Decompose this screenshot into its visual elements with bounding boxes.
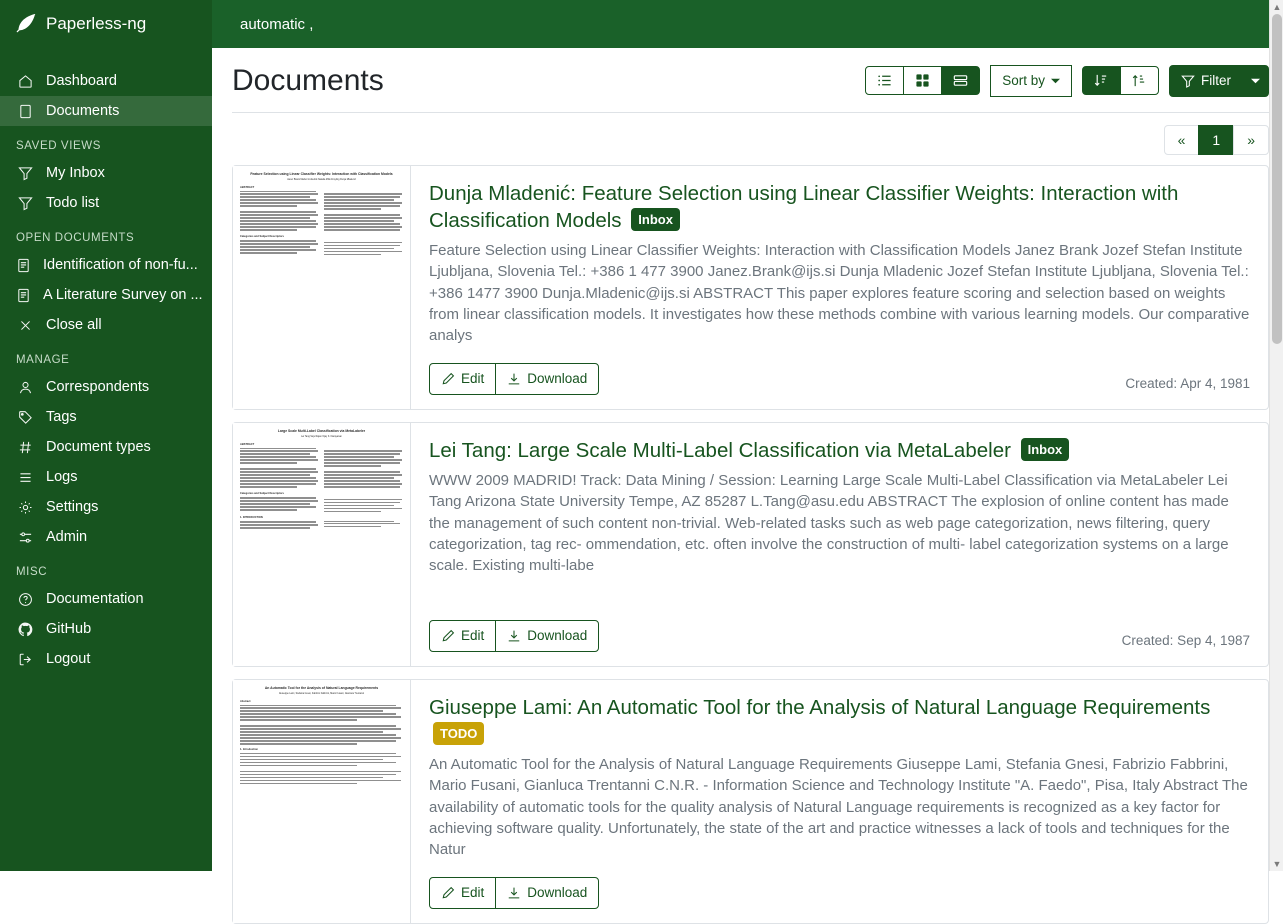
sort-ascending-button[interactable] bbox=[1082, 66, 1121, 95]
thumb-heading: 1. Introduction bbox=[240, 747, 259, 751]
thumb-body-2 bbox=[240, 753, 403, 784]
list-view-button[interactable] bbox=[865, 66, 904, 95]
filter-button[interactable] bbox=[1169, 65, 1243, 97]
github-icon bbox=[16, 622, 34, 637]
sidebar-section-manage: MANAGE bbox=[16, 354, 70, 366]
sort-alpha-up-icon bbox=[1132, 73, 1147, 88]
feather-logo-icon bbox=[16, 14, 36, 34]
pagination-page-1[interactable]: 1 bbox=[1198, 125, 1234, 155]
thumb-title: Large Scale Multi-Label Classification via MetaLabeler bbox=[277, 429, 366, 433]
sidebar-item-admin[interactable] bbox=[0, 522, 212, 552]
grid-icon bbox=[915, 73, 930, 88]
sidebar-item-label: Todo list bbox=[46, 195, 100, 211]
filter-dropdown-toggle[interactable] bbox=[1242, 65, 1269, 97]
sidebar-item-document-types[interactable] bbox=[0, 432, 212, 462]
list-icon bbox=[16, 470, 34, 485]
person-icon bbox=[16, 380, 34, 395]
document-thumbnail[interactable] bbox=[233, 166, 411, 409]
sidebar-item-label: Documents bbox=[46, 103, 120, 119]
document-action-group bbox=[429, 620, 599, 652]
document-excerpt: WWW 2009 MADRID! Track: Data Mining / Session: Learning Large Scale Multi-Label Classification via MetaLabeler Lei Tang Arizona State University Tempe, AZ 85287 L.Tang@asu.edu ABSTRACT The explosion of online content has made the management of such content non-trivial. Web-related tasks such as web page categorization, news filtering, query categorization, tag rec- ommendation, etc. often involve the construction of multi- label categorization systems on a large scale. Existing multi-labe bbox=[429, 472, 1229, 575]
details-icon bbox=[953, 73, 968, 88]
tag-icon bbox=[16, 410, 34, 425]
document-actions bbox=[429, 877, 599, 909]
document-body bbox=[411, 423, 1268, 666]
download-button[interactable] bbox=[495, 363, 599, 395]
download-label: Download bbox=[527, 885, 588, 901]
thumbnail-page bbox=[233, 680, 410, 923]
edit-button[interactable] bbox=[429, 363, 496, 395]
thumb-title: An Automatic Tool for the Analysis of Natural Language Requirements bbox=[264, 686, 379, 690]
sidebar-item-dashboard[interactable] bbox=[0, 66, 212, 96]
edit-label: Edit bbox=[461, 885, 485, 901]
gear-icon bbox=[16, 500, 34, 515]
document-title-row bbox=[429, 180, 1250, 234]
pencil-icon bbox=[441, 886, 455, 900]
document-created: Created: Apr 4, 1981 bbox=[1125, 376, 1250, 391]
thumb-authors: Giuseppe Lami, Stefania Gnesi, Fabrizio Fabbrini, Mario Fusani, Gianluca Trentanni bbox=[278, 693, 365, 696]
details-view-button[interactable] bbox=[941, 66, 980, 95]
sidebar-item-label: A Literature Survey on ... bbox=[43, 287, 203, 303]
sliders-icon bbox=[16, 530, 34, 545]
download-button[interactable] bbox=[495, 620, 599, 652]
list-icon bbox=[877, 73, 892, 88]
sidebar-item-label: Logs bbox=[46, 469, 78, 485]
document-thumbnail[interactable] bbox=[233, 423, 411, 666]
document-card[interactable] bbox=[232, 679, 1269, 924]
close-icon bbox=[16, 319, 34, 332]
sidebar-item-logs[interactable] bbox=[0, 462, 212, 492]
thumb-heading: Abstract bbox=[240, 699, 251, 703]
sidebar-top-group bbox=[0, 48, 212, 126]
thumb-authors: Lei Tang Suju Rajan Vijay K. Narayanan bbox=[301, 436, 342, 439]
thumb-authors: Janez Brank Marko Grobelnik Nataša Milic-Frayling Dunja Mladenić bbox=[287, 179, 356, 182]
sidebar-item-label: Correspondents bbox=[46, 379, 150, 395]
pagination bbox=[1164, 125, 1269, 155]
toolbar bbox=[865, 65, 1269, 97]
document-card[interactable] bbox=[232, 165, 1269, 410]
document-excerpt: Feature Selection using Linear Classifier Weights: Interaction with Classification Models Janez Brank Jozef Stefan Institute Ljubljana, Slovenia Tel.: +386 1 477 3900 Janez.Brank@ijs.si Dunja Mladenic Jozef Stefan Institute Ljubljana, Slovenia Tel.: +386 1477 3900 Dunja.Mladenic@ijs.si ABSTRACT This paper explores feature scoring and selection based on weights from linear classification models. It investigates how these methods combine with various learning models. Our comparative analys bbox=[429, 242, 1250, 345]
sidebar-item-open-doc-2[interactable] bbox=[0, 280, 212, 310]
sidebar-item-label: Dashboard bbox=[46, 73, 117, 89]
sidebar-item-settings[interactable] bbox=[0, 492, 212, 522]
document-action-group bbox=[429, 877, 599, 909]
download-icon bbox=[507, 372, 521, 386]
download-icon bbox=[507, 886, 521, 900]
view-mode-group bbox=[865, 66, 980, 95]
caret-down-icon bbox=[1051, 76, 1060, 85]
sidebar-item-label: Close all bbox=[46, 317, 102, 333]
thumb-heading: ABSTRACT bbox=[240, 442, 255, 446]
scroll-up-arrow-icon[interactable]: ▲ bbox=[1272, 2, 1282, 12]
sidebar-item-label: Documentation bbox=[46, 591, 144, 607]
brand[interactable] bbox=[0, 0, 212, 48]
sidebar-item-documentation[interactable] bbox=[0, 584, 212, 614]
edit-label: Edit bbox=[461, 628, 485, 644]
sort-direction-group bbox=[1082, 66, 1159, 95]
window-scrollbar-thumb[interactable] bbox=[1272, 14, 1282, 344]
pagination-prev[interactable]: « bbox=[1164, 125, 1200, 155]
top-search-bar[interactable] bbox=[212, 0, 1271, 48]
sidebar-item-label: Admin bbox=[46, 529, 88, 545]
sidebar-item-label: Logout bbox=[46, 651, 91, 667]
sidebar-item-open-doc-1[interactable] bbox=[0, 250, 212, 280]
document-tag[interactable]: TODO bbox=[433, 722, 484, 745]
pagination-next[interactable]: » bbox=[1233, 125, 1269, 155]
sidebar-item-label: Settings bbox=[46, 499, 99, 515]
document-created: Created: Sep 4, 1987 bbox=[1121, 633, 1250, 648]
thumb-heading: Categories and Subject Descriptors bbox=[240, 492, 284, 496]
hash-icon bbox=[16, 440, 34, 455]
thumbnail-page bbox=[233, 166, 410, 409]
document-title-link[interactable]: Lei Tang: Large Scale Multi-Label Classification via MetaLabeler bbox=[429, 439, 1011, 462]
caret-down-icon bbox=[1251, 76, 1260, 85]
sidebar-item-github[interactable] bbox=[0, 614, 212, 644]
sidebar-item-todo-list[interactable] bbox=[0, 188, 212, 218]
document-tag[interactable]: Inbox bbox=[1021, 438, 1070, 461]
thumb-heading: ABSTRACT bbox=[240, 185, 255, 189]
document-actions bbox=[429, 620, 599, 652]
documents-content bbox=[212, 48, 1283, 901]
sidebar-item-label: Identification of non-fu... bbox=[43, 257, 198, 273]
document-thumbnail[interactable] bbox=[233, 680, 411, 923]
pagination-top bbox=[232, 113, 1269, 165]
document-title-row bbox=[429, 694, 1250, 748]
sidebar-item-correspondents[interactable] bbox=[0, 372, 212, 402]
sidebar-item-label: Document types bbox=[46, 439, 151, 455]
page-header bbox=[232, 48, 1269, 113]
thumb-heading: 1. INTRODUCTION bbox=[240, 516, 263, 520]
document-icon bbox=[16, 288, 31, 303]
house-icon bbox=[16, 74, 34, 89]
sidebar-section-misc: MISC bbox=[16, 566, 48, 578]
sidebar-item-label: Tags bbox=[46, 409, 77, 425]
thumbnail-page bbox=[233, 423, 410, 666]
pencil-icon bbox=[441, 372, 455, 386]
funnel-icon bbox=[16, 166, 34, 181]
filter-group bbox=[1169, 65, 1269, 97]
sidebar-item-logout[interactable] bbox=[0, 644, 212, 674]
filter-label: Filter bbox=[1201, 73, 1231, 89]
sort-descending-button[interactable] bbox=[1120, 66, 1159, 95]
sidebar-item-label: GitHub bbox=[46, 621, 92, 637]
question-circle-icon bbox=[16, 592, 34, 607]
thumb-body bbox=[240, 705, 403, 745]
grid-view-button[interactable] bbox=[903, 66, 942, 95]
sort-alpha-down-icon bbox=[1094, 73, 1109, 88]
download-icon bbox=[507, 629, 521, 643]
sidebar-section-saved-views: SAVED VIEWS bbox=[16, 140, 101, 152]
funnel-icon bbox=[1181, 74, 1195, 88]
sidebar-item-close-all[interactable] bbox=[0, 310, 212, 340]
page-title: Documents bbox=[232, 64, 384, 97]
thumb-heading: Categories and Subject Descriptors bbox=[240, 235, 284, 239]
pencil-icon bbox=[441, 629, 455, 643]
thumb-body-2 bbox=[240, 497, 403, 513]
thumb-body-2 bbox=[240, 240, 403, 256]
document-body bbox=[411, 166, 1268, 409]
logout-icon bbox=[16, 652, 34, 667]
document-title-link[interactable]: Giuseppe Lami: An Automatic Tool for the Analysis of Natural Language Requirements bbox=[429, 696, 1211, 719]
thumb-body bbox=[240, 191, 403, 233]
download-label: Download bbox=[527, 628, 588, 644]
sidebar-item-documents[interactable] bbox=[0, 96, 212, 126]
document-card[interactable] bbox=[232, 422, 1269, 667]
sort-by-dropdown[interactable] bbox=[990, 65, 1072, 97]
sidebar-item-label: My Inbox bbox=[46, 165, 105, 181]
download-label: Download bbox=[527, 371, 588, 387]
file-icon bbox=[16, 104, 34, 119]
edit-label: Edit bbox=[461, 371, 485, 387]
document-icon bbox=[16, 258, 31, 273]
main-area bbox=[212, 0, 1283, 901]
document-title-row bbox=[429, 437, 1250, 464]
brand-label: Paperless-ng bbox=[46, 14, 147, 33]
document-excerpt: An Automatic Tool for the Analysis of Natural Language Requirements Giuseppe Lami, Stefania Gnesi, Fabrizio Fabbrini, Mario Fusani, Gianluca Trentanni C.N.R. - Information Science and Technology Institute "A. Faedo", Pisa, Italy Abstract The availability of automatic tools for the quality analysis of Natural Language requirements is recognized as a key factor for achieving software quality. Unfortunately, the state of the art and practice witnesses a lack of tools and techniques for the Natur bbox=[429, 756, 1248, 859]
sidebar-item-my-inbox[interactable] bbox=[0, 158, 212, 188]
sort-by-label: Sort by bbox=[1002, 73, 1045, 89]
document-action-group bbox=[429, 363, 599, 395]
edit-button[interactable] bbox=[429, 877, 496, 909]
document-title-link[interactable]: Dunja Mladenić: Feature Selection using Linear Classifier Weights: Interaction with Classification Models bbox=[429, 182, 1179, 233]
search-input[interactable]: automatic , bbox=[240, 15, 314, 33]
document-actions bbox=[429, 363, 599, 395]
document-tag[interactable]: Inbox bbox=[631, 208, 680, 231]
sidebar bbox=[0, 0, 212, 871]
funnel-icon bbox=[16, 196, 34, 211]
thumb-title: Feature Selection using Linear Classifier Weights: Interaction with Classification Models bbox=[250, 172, 393, 176]
thumb-body-3 bbox=[240, 521, 403, 528]
window-scrollbar[interactable] bbox=[1269, 0, 1283, 871]
sidebar-item-tags[interactable] bbox=[0, 402, 212, 432]
sidebar-section-open-documents: OPEN DOCUMENTS bbox=[16, 232, 135, 244]
document-body bbox=[411, 680, 1268, 923]
edit-button[interactable] bbox=[429, 620, 496, 652]
thumb-body bbox=[240, 448, 403, 490]
download-button[interactable] bbox=[495, 877, 599, 909]
scroll-down-arrow-icon[interactable]: ▼ bbox=[1272, 859, 1282, 869]
